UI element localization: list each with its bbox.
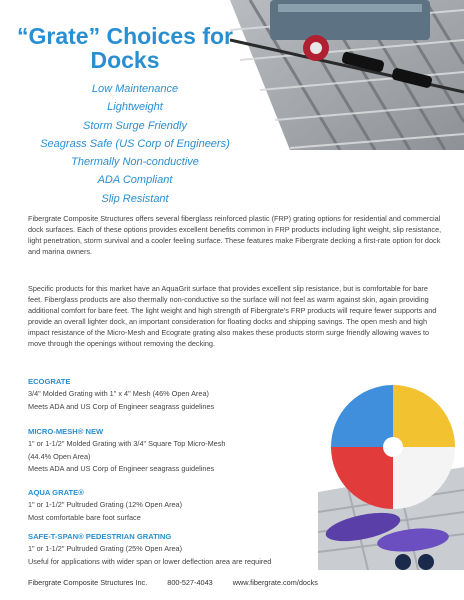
product-name: ECOGRATE (28, 377, 71, 386)
product-name: AQUA GRATE® (28, 488, 84, 497)
benefit-item: ADA Compliant (97, 174, 173, 187)
product-note: Useful for applications with wider span or lower deflection area are required (28, 556, 272, 566)
product-spec: 1" or 1-1/2" Pultruded Grating (25% Open Area) (28, 544, 183, 553)
benefit-item: Storm Surge Friendly (83, 119, 187, 132)
product-micro-mesh (28, 426, 318, 476)
product-ecograte (28, 376, 318, 413)
product-safe-t-span (28, 531, 318, 568)
product-name: SAFE-T-SPAN® PEDESTRIAN GRATING (28, 532, 172, 541)
footer (28, 578, 448, 587)
benefit-item: Low Maintenance (91, 83, 179, 95)
product-note: Meets ADA and US Corp of Engineer seagrass guidelines (28, 401, 215, 411)
beach-ball-photo (318, 372, 464, 570)
benefit-item: Thermally Non-conductive (71, 156, 199, 169)
intro-paragraph: Fibergrate Composite Structures offers several fiberglass reinforced plastic (FRP) grating options for residential and commercial dock surfaces. Each of these options provides excellent benefits common in FRP products including light weight, slip resistance, light penetration, storm survival and a cooler feeling surface. These features make Fibergrate decking a first-rate option for dock and marina owners. (28, 214, 442, 256)
hero-photo-fishing-rod (230, 0, 464, 150)
product-spec: (44.4% Open Area) (28, 451, 91, 461)
product-note: Meets ADA and US Corp of Engineer seagrass guidelines (28, 464, 215, 473)
page-title: “Grate” Choices for Docks (17, 23, 233, 73)
benefit-item: Slip Resistant (101, 192, 169, 205)
footer-company: Fibergrate Composite Structures Inc. (28, 578, 148, 587)
product-note: Most comfortable bare foot surface (28, 512, 141, 522)
benefit-item: Lightweight (107, 101, 163, 114)
product-spec: 1" or 1-1/2" Pultruded Grating (12% Open Area) (28, 500, 183, 509)
product-spec: 3/4" Molded Grating with 1" x 4" Mesh (46% Open Area) (28, 389, 209, 398)
product-spec: 1" or 1-1/2" Molded Grating with 3/4" Square Top Micro-Mesh (28, 439, 226, 448)
benefits-list (10, 80, 260, 208)
product-aqua-grate (28, 487, 318, 524)
details-paragraph: Specific products for this market have an AquaGrit surface that provides excellent slip resistance, but is comfortable for bare feet. Fiberglass products are also thermally non-conductive so the surface will not feel as warm against skin, again providing additional comfort for bare feet. The light weight and high strength of Fibergrate's FRP products will require fewer supports and provide an overall lighter dock, an important consideration for floating docks and shipping savings. The open mesh and high impact resistance of the Micro-Mesh and Ecograte grating also makes these products storm surge friendly allowing waves to move through the openings without removing the decking. (28, 284, 437, 348)
footer-phone: 800-527-4043 (167, 578, 213, 587)
product-name: MICRO-MESH® NEW (28, 427, 104, 436)
footer-website-link[interactable]: www.fibergrate.com/docks (232, 578, 318, 587)
benefit-item: Seagrass Safe (US Corp of Engineers) (40, 137, 230, 150)
